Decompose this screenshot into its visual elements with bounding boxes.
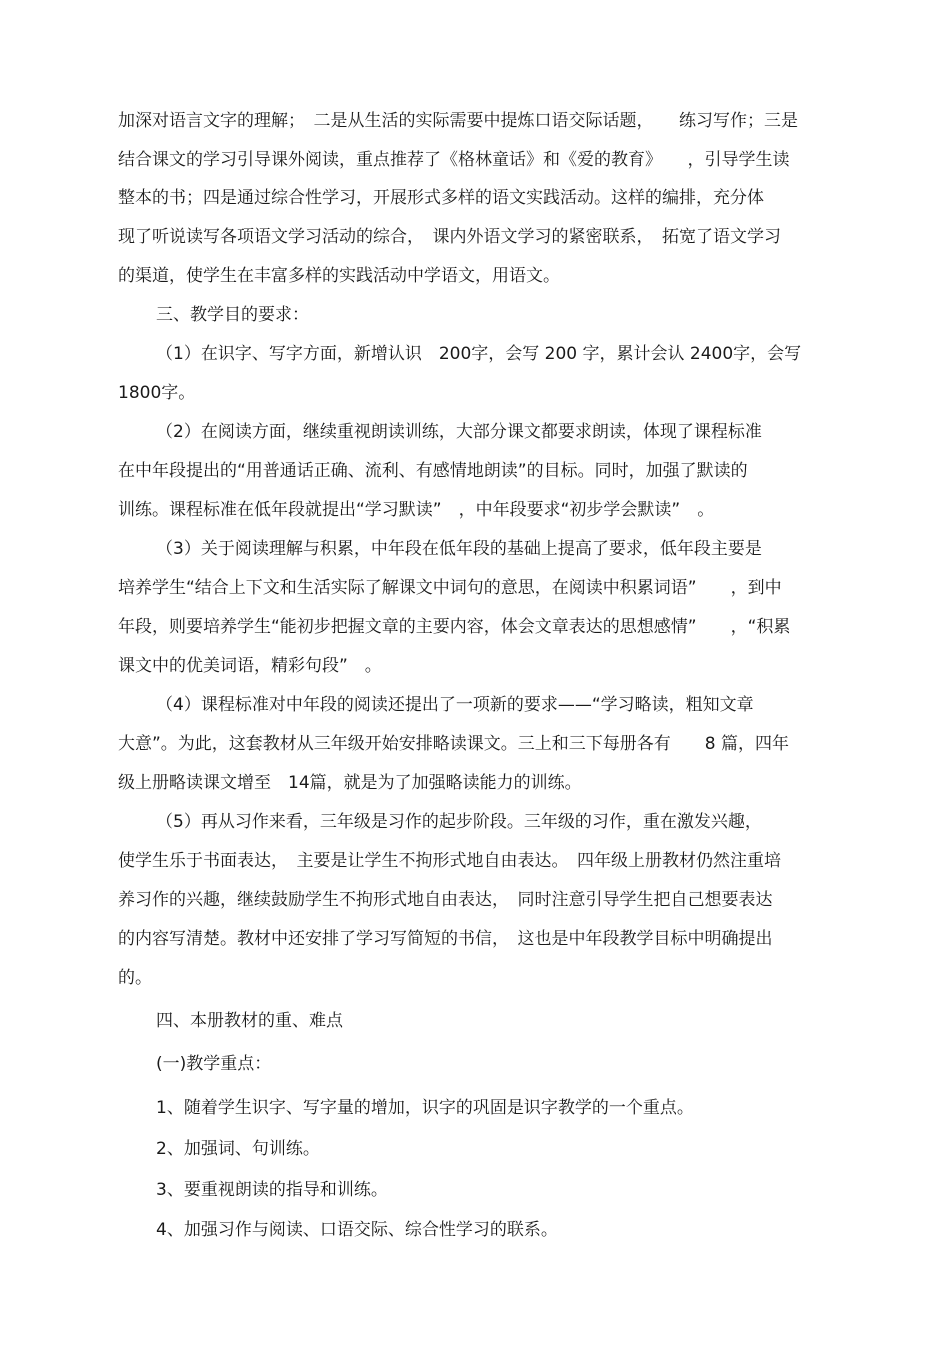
list-item: 2、加强词、句训练。 bbox=[156, 1139, 320, 1159]
list-item: 1、随着学生识字、写字量的增加，识字的巩固是识字教学的一个重点。 bbox=[156, 1098, 694, 1118]
paragraph-line: 培养学生“结合上下文和生活实际了解课文中词句的意思，在阅读中积累词语” ，到中 bbox=[118, 578, 782, 598]
paragraph-line: （4）课程标准对中年段的阅读还提出了一项新的要求——“学习略读，粗知文章 bbox=[156, 695, 754, 715]
subsection-heading: (一)教学重点： bbox=[156, 1054, 272, 1074]
paragraph-line: 现了听说读写各项语文学习活动的综合， 课内外语文学习的紧密联系， 拓宽了语文学习 bbox=[118, 227, 781, 247]
paragraph-line: 的渠道，使学生在丰富多样的实践活动中学语文，用语文。 bbox=[118, 266, 560, 286]
paragraph-line: 加深对语言文字的理解； 二是从生活的实际需要中提炼口语交际话题， 练习写作；三是 bbox=[118, 111, 798, 131]
section-heading: 三、教学目的要求： bbox=[156, 305, 309, 325]
paragraph-line: 课文中的优美词语，精彩句段” 。 bbox=[118, 656, 382, 676]
paragraph-line: （5）再从习作来看，三年级是习作的起步阶段。三年级的习作，重在激发兴趣， bbox=[156, 812, 762, 832]
paragraph-line: 大意”。为此，这套教材从三年级开始安排略读课文。三上和三下每册各有 8 篇，四年 bbox=[118, 734, 790, 754]
list-item: 4、加强习作与阅读、口语交际、综合性学习的联系。 bbox=[156, 1220, 558, 1240]
paragraph-line: 整本的书；四是通过综合性学习，开展形式多样的语文实践活动。这样的编排，充分体 bbox=[118, 188, 764, 208]
paragraph-line: 使学生乐于书面表达， 主要是让学生不拘形式地自由表达。 四年级上册教材仍然注重培 bbox=[118, 851, 781, 871]
paragraph-line: 训练。课程标准在低年段就提出“学习默读” ，中年段要求“初步学会默读” 。 bbox=[118, 500, 715, 520]
paragraph-line: 结合课文的学习引导课外阅读，重点推荐了《格林童话》和《爱的教育》 ，引导学生读 bbox=[118, 150, 790, 170]
paragraph-line: 的。 bbox=[118, 968, 152, 988]
paragraph-line: 的内容写清楚。教材中还安排了学习写简短的书信， 这也是中年段教学目标中明确提出 bbox=[118, 929, 773, 949]
paragraph-line: 级上册略读课文增至 14篇，就是为了加强略读能力的训练。 bbox=[118, 773, 582, 793]
paragraph-line: （3）关于阅读理解与积累，中年段在低年段的基础上提高了要求，低年段主要是 bbox=[156, 539, 762, 559]
paragraph-line: （2）在阅读方面，继续重视朗读训练，大部分课文都要求朗读，体现了课程标准 bbox=[156, 422, 762, 442]
list-item: 3、要重视朗读的指导和训练。 bbox=[156, 1180, 388, 1200]
paragraph-line: 1800字。 bbox=[118, 383, 196, 403]
section-heading: 四、本册教材的重、难点 bbox=[156, 1011, 343, 1031]
paragraph-line: 养习作的兴趣，继续鼓励学生不拘形式地自由表达， 同时注意引导学生把自己想要表达 bbox=[118, 890, 773, 910]
paragraph-line: 在中年段提出的“用普通话正确、流利、有感情地朗读”的目标。同时，加强了默读的 bbox=[118, 461, 748, 481]
paragraph-line: 年段，则要培养学生“能初步把握文章的主要内容，体会文章表达的思想感情” ，“积累 bbox=[118, 617, 791, 637]
paragraph-line: （1）在识字、写字方面，新增认识 200字，会写 200 字，累计会认 2400字，会写 bbox=[156, 344, 802, 364]
